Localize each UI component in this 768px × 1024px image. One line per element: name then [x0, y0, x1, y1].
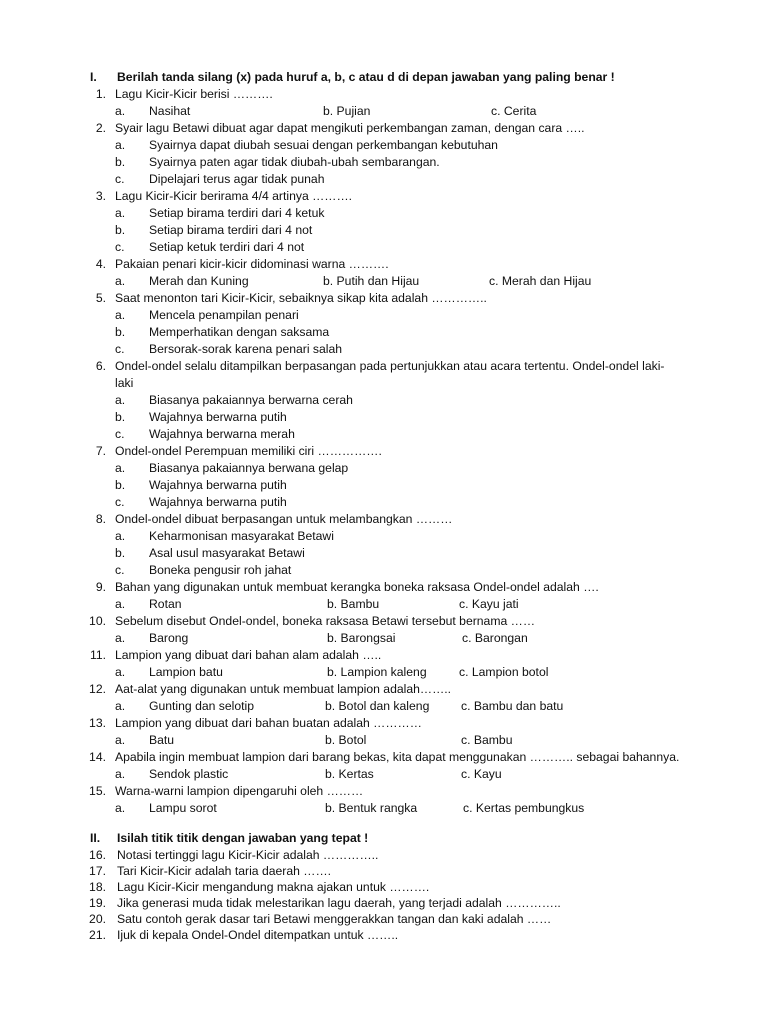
option-letter[interactable]: a.: [115, 597, 126, 611]
question-number: 15.: [89, 784, 106, 798]
question-text: Warna-warni lampion dipengaruhi oleh ………: [115, 784, 364, 798]
answer-option[interactable]: Lampion batu: [149, 665, 223, 679]
answer-option[interactable]: c. Kayu: [461, 767, 502, 781]
answer-option[interactable]: b. Bambu: [327, 597, 380, 611]
question-text: Ondel-ondel dibuat berpasangan untuk melambangkan ………: [115, 512, 453, 526]
answer-options-row: [0, 103, 768, 120]
question-2: [0, 120, 768, 188]
question-number: 5.: [95, 291, 106, 305]
question-number: 10.: [89, 614, 106, 628]
question-number: 12.: [89, 682, 106, 696]
fill-in-list: [0, 847, 768, 943]
option-letter[interactable]: b.: [115, 410, 126, 424]
option-text[interactable]: Memperhatikan dengan saksama: [149, 325, 330, 339]
question-number: 1.: [95, 87, 106, 101]
question-line: [0, 647, 768, 664]
option-text[interactable]: Wajahnya berwarna merah: [149, 427, 295, 441]
option-letter[interactable]: a.: [115, 529, 126, 543]
question-number: 7.: [95, 444, 106, 458]
option-text[interactable]: Boneka pengusir roh jahat: [149, 563, 292, 577]
question-number: 18.: [89, 880, 106, 894]
answer-option[interactable]: [0, 205, 768, 222]
option-letter[interactable]: a.: [115, 206, 126, 220]
question-line: [0, 783, 768, 800]
fill-question-18: [0, 879, 768, 895]
question-number: 2.: [95, 121, 106, 135]
question-number: 8.: [95, 512, 106, 526]
fill-question-16: [0, 847, 768, 863]
question-line: [0, 749, 768, 766]
question-line: [0, 443, 768, 460]
answer-option[interactable]: Rotan: [149, 597, 182, 611]
option-letter[interactable]: b.: [115, 155, 126, 169]
answer-option[interactable]: [0, 171, 768, 188]
option-text[interactable]: Syairnya dapat diubah sesuai dengan perkembangan kebutuhan: [149, 138, 498, 152]
option-text[interactable]: Setiap birama terdiri dari 4 not: [149, 223, 313, 237]
question-13: [0, 715, 768, 749]
option-letter[interactable]: b.: [115, 223, 126, 237]
fill-question-19: [0, 895, 768, 911]
section-2-heading: [0, 830, 768, 847]
option-text[interactable]: Syairnya paten agar tidak diubah-ubah sembarangan.: [149, 155, 440, 169]
question-text: Lampion yang dibuat dari bahan buatan adalah …………: [115, 716, 422, 730]
worksheet: [0, 69, 768, 943]
option-text[interactable]: Asal usul masyarakat Betawi: [149, 546, 305, 560]
answer-option[interactable]: Nasihat: [149, 104, 191, 118]
answer-option[interactable]: c. Barongan: [462, 631, 528, 645]
question-text: Syair lagu Betawi dibuat agar dapat mengikuti perkembangan zaman, dengan cara …..: [115, 121, 585, 135]
option-text[interactable]: Keharmonisan masyarakat Betawi: [149, 529, 334, 543]
option-letter[interactable]: a.: [115, 393, 126, 407]
answer-option[interactable]: b. Pujian: [323, 104, 371, 118]
answer-option[interactable]: Batu: [149, 733, 175, 747]
option-letter[interactable]: a.: [115, 461, 126, 475]
answer-options-row: [0, 766, 768, 783]
section-1-instruction: Berilah tanda silang (x) pada huruf a, b, c atau d di depan jawaban yang paling benar !: [117, 70, 615, 84]
answer-options-row: [0, 630, 768, 647]
answer-option[interactable]: b. Lampion kaleng: [327, 665, 427, 679]
question-1: [0, 86, 768, 120]
answer-option[interactable]: Gunting dan selotip: [149, 699, 255, 713]
question-number: 13.: [89, 716, 106, 730]
answer-option[interactable]: b. Bentuk rangka: [325, 801, 418, 815]
question-text: Ondel-ondel Perempuan memiliki ciri …………….: [115, 444, 382, 458]
question-number: 3.: [95, 189, 106, 203]
answer-option[interactable]: [0, 307, 768, 324]
answer-option[interactable]: [0, 545, 768, 562]
option-text[interactable]: Bersorak-sorak karena penari salah: [149, 342, 343, 356]
question-text: Lagu Kicir-Kicir mengandung makna ajakan untuk ……….: [117, 880, 430, 894]
option-text[interactable]: Mencela penampilan penari: [149, 308, 299, 322]
question-4: [0, 256, 768, 290]
option-letter[interactable]: b.: [115, 325, 126, 339]
option-letter[interactable]: a.: [115, 104, 126, 118]
multiple-choice-list: [0, 86, 768, 817]
question-line: [0, 120, 768, 137]
question-text: Lagu Kicir-Kicir berirama 4/4 artinya ……….: [115, 189, 353, 203]
section-1-heading: [0, 69, 768, 86]
answer-option[interactable]: b. Putih dan Hijau: [323, 274, 420, 288]
question-number: 20.: [89, 912, 106, 926]
option-letter[interactable]: a.: [115, 733, 126, 747]
option-letter[interactable]: b.: [115, 478, 126, 492]
answer-option[interactable]: [0, 477, 768, 494]
answer-option[interactable]: c. Kertas pembungkus: [463, 801, 585, 815]
question-line: [0, 256, 768, 273]
answer-option[interactable]: [0, 341, 768, 358]
question-text: Apabila ingin membuat lampion dari barang bekas, kita dapat menggunakan ……….. sebagai bahannya.: [115, 750, 680, 764]
option-letter[interactable]: a.: [115, 767, 126, 781]
answer-option[interactable]: c. Bambu dan batu: [461, 699, 564, 713]
answer-option[interactable]: Sendok plastic: [149, 767, 229, 781]
question-3: [0, 188, 768, 256]
option-letter[interactable]: c.: [115, 563, 125, 577]
answer-option[interactable]: b. Barongsai: [327, 631, 396, 645]
answer-options-row: [0, 800, 768, 817]
option-letter[interactable]: a.: [115, 665, 126, 679]
option-letter[interactable]: a.: [115, 138, 126, 152]
answer-option[interactable]: Merah dan Kuning: [149, 274, 249, 288]
option-text[interactable]: Biasanya pakaiannya berwana gelap: [149, 461, 349, 475]
question-15: [0, 783, 768, 817]
option-letter[interactable]: a.: [115, 631, 126, 645]
answer-options-row: [0, 596, 768, 613]
fill-question-20: [0, 911, 768, 927]
question-text: Tari Kicir-Kicir adalah taria daerah …….: [117, 864, 332, 878]
option-letter[interactable]: c.: [115, 342, 125, 356]
question-number: 14.: [89, 750, 106, 764]
answer-option[interactable]: [0, 222, 768, 239]
answer-option[interactable]: [0, 392, 768, 409]
answer-options-row: [0, 698, 768, 715]
question-number: 9.: [95, 580, 106, 594]
question-text: Jika generasi muda tidak melestarikan lagu daerah, yang terjadi adalah …………..: [117, 896, 561, 910]
question-text: Notasi tertinggi lagu Kicir-Kicir adalah …………..: [117, 848, 379, 862]
question-12: [0, 681, 768, 715]
question-11: [0, 647, 768, 681]
answer-option[interactable]: b. Botol dan kaleng: [325, 699, 430, 713]
answer-option[interactable]: b. Botol: [325, 733, 367, 747]
question-text: Ondel-ondel selalu ditampilkan berpasangan pada pertunjukkan atau acara tertentu. Ondel-ondel laki-laki: [115, 359, 665, 390]
answer-option[interactable]: b. Kertas: [325, 767, 374, 781]
question-line: [0, 579, 768, 596]
question-text: Ijuk di kepala Ondel-Ondel ditempatkan untuk ……..: [117, 928, 399, 942]
answer-option[interactable]: [0, 137, 768, 154]
question-line: [0, 290, 768, 307]
option-letter[interactable]: c.: [115, 427, 125, 441]
question-9: [0, 579, 768, 613]
question-5: [0, 290, 768, 358]
question-line: [0, 86, 768, 103]
answer-option[interactable]: c. Merah dan Hijau: [489, 274, 592, 288]
option-text[interactable]: Wajahnya berwarna putih: [149, 495, 287, 509]
answer-option[interactable]: [0, 426, 768, 443]
question-number: 6.: [95, 359, 106, 373]
option-letter[interactable]: a.: [115, 699, 126, 713]
answer-options-row: [0, 732, 768, 749]
option-text[interactable]: Dipelajari terus agar tidak punah: [149, 172, 325, 186]
fill-question-21: [0, 927, 768, 943]
answer-option[interactable]: [0, 324, 768, 341]
question-7: [0, 443, 768, 511]
answer-option[interactable]: [0, 528, 768, 545]
question-number: 4.: [95, 257, 106, 271]
answer-option[interactable]: [0, 239, 768, 256]
question-text: Pakaian penari kicir-kicir didominasi warna ……….: [115, 257, 389, 271]
answer-options-row: [0, 664, 768, 681]
option-text[interactable]: Setiap birama terdiri dari 4 ketuk: [149, 206, 325, 220]
answer-option[interactable]: [0, 460, 768, 477]
question-number: 16.: [89, 848, 106, 862]
question-text: Bahan yang digunakan untuk membuat kerangka boneka raksasa Ondel-ondel adalah ….: [115, 580, 599, 594]
answer-option[interactable]: c. Cerita: [491, 104, 537, 118]
question-line: [0, 715, 768, 732]
question-line: [0, 681, 768, 698]
question-number: 11.: [89, 648, 106, 662]
question-line: [0, 358, 768, 392]
option-letter[interactable]: c.: [115, 495, 125, 509]
question-line: [0, 613, 768, 630]
question-text: Lagu Kicir-Kicir berisi ……….: [115, 87, 273, 101]
answer-option[interactable]: Lampu sorot: [149, 801, 217, 815]
question-text: Aat-alat yang digunakan untuk membuat lampion adalah……..: [115, 682, 452, 696]
answer-option[interactable]: c. Kayu jati: [459, 597, 519, 611]
question-10: [0, 613, 768, 647]
answer-option[interactable]: [0, 562, 768, 579]
answer-option[interactable]: [0, 154, 768, 171]
answer-option[interactable]: c. Lampion botol: [459, 665, 549, 679]
option-letter[interactable]: c.: [115, 172, 125, 186]
option-letter[interactable]: a.: [115, 308, 126, 322]
answer-option[interactable]: [0, 409, 768, 426]
question-number: 17.: [89, 864, 106, 878]
question-text: Satu contoh gerak dasar tari Betawi menggerakkan tangan dan kaki adalah ……: [117, 912, 552, 926]
section-2-instruction: Isilah titik titik dengan jawaban yang tepat !: [117, 831, 369, 845]
question-line: [0, 511, 768, 528]
option-letter[interactable]: a.: [115, 274, 126, 288]
option-letter[interactable]: a.: [115, 801, 126, 815]
option-text[interactable]: Wajahnya berwarna putih: [149, 410, 287, 424]
question-8: [0, 511, 768, 579]
option-letter[interactable]: c.: [115, 240, 125, 254]
section-2-numeral: II.: [90, 831, 101, 845]
question-line: [0, 188, 768, 205]
question-text: Saat menonton tari Kicir-Kicir, sebaiknya sikap kita adalah …………..: [115, 291, 487, 305]
question-14: [0, 749, 768, 783]
answer-option[interactable]: c. Bambu: [461, 733, 513, 747]
question-text: Sebelum disebut Ondel-ondel, boneka raksasa Betawi tersebut bernama ……: [115, 614, 536, 628]
question-6: [0, 358, 768, 443]
option-text[interactable]: Wajahnya berwarna putih: [149, 478, 287, 492]
fill-question-17: [0, 863, 768, 879]
question-text: Lampion yang dibuat dari bahan alam adalah …..: [115, 648, 382, 662]
section-1-numeral: I.: [90, 70, 97, 84]
question-number: 19.: [89, 896, 106, 910]
option-letter[interactable]: b.: [115, 546, 126, 560]
question-number: 21.: [89, 928, 106, 942]
answer-option[interactable]: Barong: [149, 631, 189, 645]
answer-option[interactable]: [0, 494, 768, 511]
option-text[interactable]: Setiap ketuk terdiri dari 4 not: [149, 240, 305, 254]
answer-options-row: [0, 273, 768, 290]
option-text[interactable]: Biasanya pakaiannya berwarna cerah: [149, 393, 353, 407]
